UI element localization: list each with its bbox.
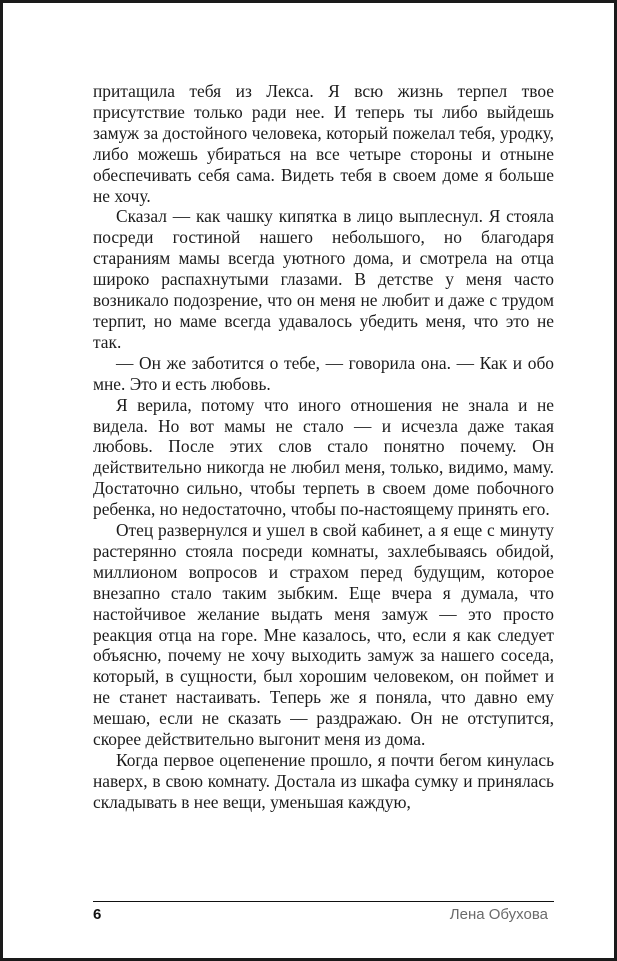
footer-divider bbox=[93, 901, 554, 902]
page-number: 6 bbox=[93, 906, 102, 923]
running-footer-author: Лена Обухова bbox=[449, 906, 548, 923]
paragraph: притащила тебя из Лекса. Я всю жизнь терпел твое присутствие только ради нее. И теперь ты либо выйдешь замуж за достойного человека, который пожелал тебя, уродку, либо можешь убираться на все четыре стороны и отныне обеспечивать себя сама. Видеть тебя в своем доме я больше не хочу. bbox=[93, 81, 554, 206]
paragraph-dialogue: — Он же заботится о тебе, — говорила она. — Как и обо мне. Это и есть любовь. bbox=[93, 352, 554, 394]
paragraph: Я верила, потому что иного отношения не знала и не видела. Но вот мамы не стало — и исчезла даже такая любовь. После этих слов стало понятно почему. Он действительно никогда не любил меня, только, видимо, маму. Достаточно сильно, чтобы терпеть в своем доме побочного ребенка, но недостаточно, чтобы по-настоящему принять его. bbox=[93, 394, 554, 520]
paragraph: Когда первое оцепенение прошло, я почти бегом кинулась наверх, в свою комнату. Достала из шкафа сумку и принялась складывать в нее вещи, уменьшая каждую, bbox=[93, 750, 554, 812]
body-text bbox=[93, 81, 554, 813]
paragraph: Отец развернулся и ушел в свой кабинет, а я еще с минуту растерянно стояла посреди комнаты, захлебываясь обидой, миллионом вопросов и страхом перед будущим, которое внезапно стало таким зыбким. Еще вчера я думала, что настойчивое желание выдать меня замуж — это просто реакция отца на горе. Мне казалось, что, если я как следует объясню, почему не хочу выходить замуж за нашего соседа, который, в сущности, был хорошим человеком, он поймет и не станет настаивать. Теперь же я поняла, что давно ему мешаю, если не сказать — раздражаю. Он не отступится, скорее действительно выгонит меня из дома. bbox=[93, 520, 554, 750]
paragraph: Сказал — как чашку кипятка в лицо выплеснул. Я стояла посреди гостиной нашего небольшого, но благодаря стараниям мамы всегда уютного дома, и смотрела на отца широко распахнутыми глазами. В детстве у меня часто возникало подозрение, что он меня не любит и даже с трудом терпит, но маме всегда удавалось убедить меня, что это не так. bbox=[93, 206, 554, 352]
